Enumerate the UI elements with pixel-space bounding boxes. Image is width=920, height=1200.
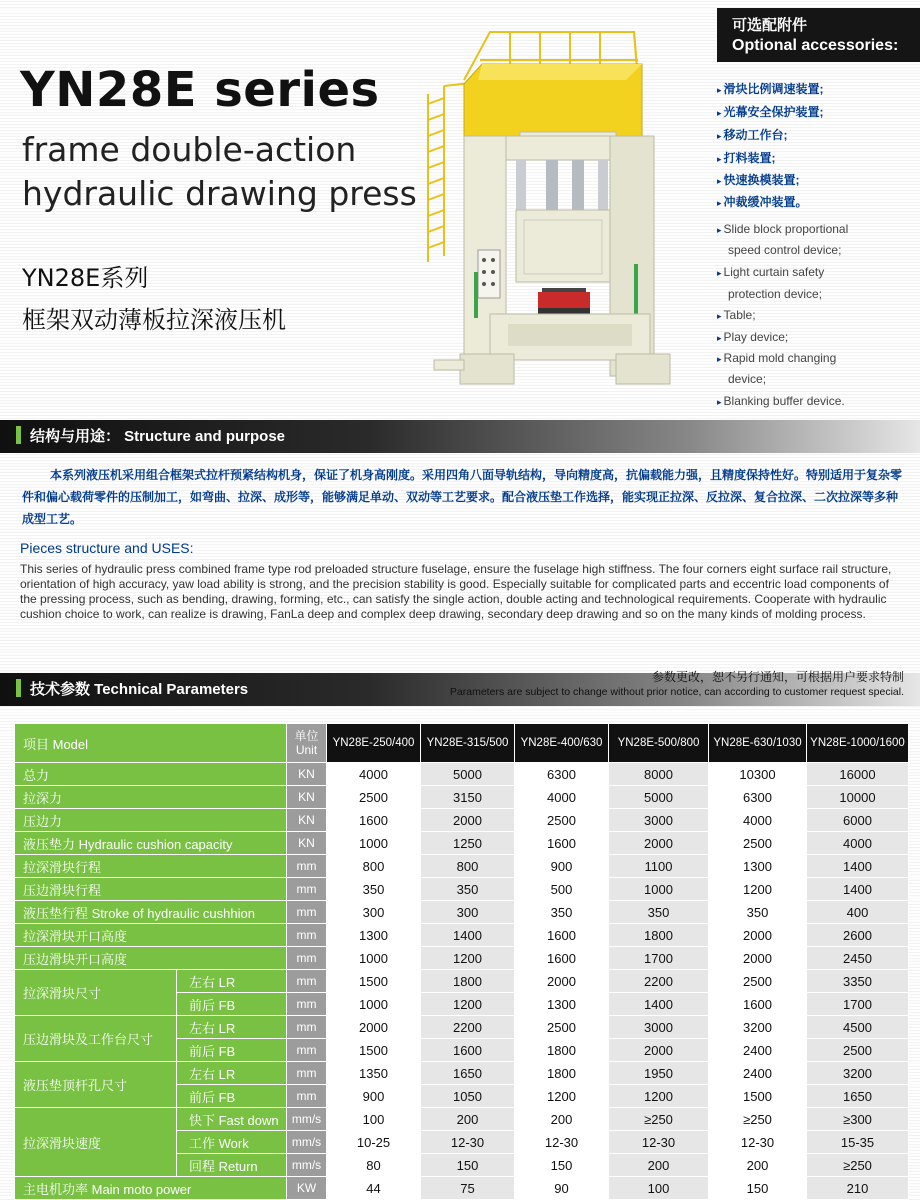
accessory-cn-item: ▸ 冲裁缓冲装置。 bbox=[717, 195, 808, 209]
bullet-icon: ▸ bbox=[717, 311, 722, 321]
table-cell: 2000 bbox=[421, 809, 515, 832]
table-cell: 2200 bbox=[609, 970, 709, 993]
accessory-en-item: ▸ Blanking buffer device. bbox=[717, 394, 845, 408]
bullet-icon: ▸ bbox=[717, 333, 722, 343]
table-cell: 900 bbox=[327, 1085, 421, 1108]
table-cell: 200 bbox=[709, 1154, 807, 1177]
sub-label: 工作 Work bbox=[177, 1131, 287, 1154]
unit-cell: mm bbox=[287, 1085, 327, 1108]
structure-paragraph-cn: 本系列液压机采用组合框架式拉杆预紧结构机身，保证了机身高刚度。采用四角八面导轨结构，导向精度高，抗偏载能力强，且精度保持性好。特别适用于复杂零件和偏心载荷零件的压制加工，如弯曲、拉深、成形等，能够满足单动、双动等工艺要求。配合液压垫工作选择，能实现正拉深、反拉深、复合拉深、二次拉深等多种成型工艺。 bbox=[22, 468, 903, 526]
subtitle-cn-line2: 框架双动薄板拉深液压机 bbox=[22, 306, 286, 334]
table-cell: 1800 bbox=[515, 1039, 609, 1062]
table-row bbox=[15, 786, 909, 809]
model-column-header: YN28E-1000/1600 bbox=[807, 724, 909, 763]
table-cell: 2450 bbox=[807, 947, 909, 970]
unit-cell: mm bbox=[287, 993, 327, 1016]
table-cell: 1700 bbox=[609, 947, 709, 970]
model-column-header: YN28E-630/1030 bbox=[709, 724, 807, 763]
table-cell: 1000 bbox=[609, 878, 709, 901]
table-cell: 1800 bbox=[515, 1062, 609, 1085]
table-cell: 1300 bbox=[709, 855, 807, 878]
table-cell: 100 bbox=[327, 1108, 421, 1131]
table-cell: 350 bbox=[327, 878, 421, 901]
accessories-title-en: Optional accessories: bbox=[732, 37, 899, 54]
accessory-en-item: ▸ Rapid mold changing bbox=[717, 351, 837, 365]
structure-section-label: 结构与用途： Structure and purpose bbox=[16, 420, 285, 453]
table-cell: 350 bbox=[421, 878, 515, 901]
table-cell: 350 bbox=[709, 901, 807, 924]
table-cell: 2200 bbox=[421, 1016, 515, 1039]
table-cell: 200 bbox=[609, 1154, 709, 1177]
table-cell: 1600 bbox=[515, 947, 609, 970]
table-cell: ≥250 bbox=[709, 1108, 807, 1131]
unit-cell: mm/s bbox=[287, 1154, 327, 1177]
accessory-cn-item: ▸ 滑块比例调速装置; bbox=[717, 82, 824, 96]
table-cell: 3200 bbox=[709, 1016, 807, 1039]
unit-cell: mm bbox=[287, 970, 327, 993]
bullet-icon: ▸ bbox=[717, 131, 722, 141]
table-cell: 1200 bbox=[609, 1085, 709, 1108]
accessory-en-item: ▸ Light curtain safety bbox=[717, 265, 825, 279]
accessory-en-item-cont: device; bbox=[728, 372, 767, 386]
table-cell: 1650 bbox=[807, 1085, 909, 1108]
row-label: 压边滑块开口高度 bbox=[15, 947, 287, 970]
unit-cell: mm bbox=[287, 878, 327, 901]
table-cell: 210 bbox=[807, 1177, 909, 1200]
sub-label: 左右 LR bbox=[177, 970, 287, 993]
table-cell: 1300 bbox=[515, 993, 609, 1016]
table-cell: 5000 bbox=[609, 786, 709, 809]
table-cell: 800 bbox=[421, 855, 515, 878]
table-cell: 1200 bbox=[421, 947, 515, 970]
accessory-cn-item: ▸ 打料装置; bbox=[717, 151, 776, 165]
parameters-notice-cn: 参数更改，恕不另行通知，可根据用户要求特制 bbox=[651, 670, 904, 684]
table-cell: 8000 bbox=[609, 763, 709, 786]
table-cell: 350 bbox=[609, 901, 709, 924]
table-cell: 12-30 bbox=[421, 1131, 515, 1154]
accessory-cn-item: ▸ 移动工作台; bbox=[717, 128, 788, 142]
table-cell: 10-25 bbox=[327, 1131, 421, 1154]
table-cell: 4000 bbox=[807, 832, 909, 855]
table-cell: 1300 bbox=[327, 924, 421, 947]
model-column-header: YN28E-315/500 bbox=[421, 724, 515, 763]
model-column-header: YN28E-400/630 bbox=[515, 724, 609, 763]
table-cell: 2000 bbox=[327, 1016, 421, 1039]
table-cell: 1000 bbox=[327, 993, 421, 1016]
table-row bbox=[15, 924, 909, 947]
table-cell: 3200 bbox=[807, 1062, 909, 1085]
group-label: 液压垫顶杆孔尺寸 bbox=[15, 1062, 177, 1108]
table-cell: 100 bbox=[609, 1177, 709, 1200]
sub-label: 前后 FB bbox=[177, 1085, 287, 1108]
table-cell: 1400 bbox=[807, 855, 909, 878]
table-cell: 150 bbox=[709, 1177, 807, 1200]
row-label: 液压垫力 Hydraulic cushion capacity bbox=[15, 832, 287, 855]
sub-label: 左右 LR bbox=[177, 1016, 287, 1039]
slide bbox=[516, 210, 610, 282]
group-label: 压边滑块及工作台尺寸 bbox=[15, 1016, 177, 1062]
unit-cell: mm bbox=[287, 1062, 327, 1085]
table-cell: 150 bbox=[515, 1154, 609, 1177]
accessory-en-item-cont: speed control device; bbox=[728, 243, 842, 257]
unit-cell: mm bbox=[287, 1016, 327, 1039]
bullet-icon: ▸ bbox=[717, 198, 722, 208]
unit-cell: mm bbox=[287, 901, 327, 924]
table-cell: 2000 bbox=[609, 1039, 709, 1062]
table-cell: 4500 bbox=[807, 1016, 909, 1039]
unit-cell: KN bbox=[287, 809, 327, 832]
table-cell: 2500 bbox=[709, 832, 807, 855]
table-row bbox=[15, 855, 909, 878]
table-cell: 1400 bbox=[421, 924, 515, 947]
sub-label: 回程 Return bbox=[177, 1154, 287, 1177]
bullet-icon: ▸ bbox=[717, 397, 722, 407]
table-cell: 1500 bbox=[327, 970, 421, 993]
bullet-icon: ▸ bbox=[717, 108, 722, 118]
table-cell: 10300 bbox=[709, 763, 807, 786]
table-cell: ≥300 bbox=[807, 1108, 909, 1131]
table-cell: ≥250 bbox=[609, 1108, 709, 1131]
table-cell: 2600 bbox=[807, 924, 909, 947]
accessories-title-cn: 可选配附件 bbox=[732, 17, 808, 34]
unit-cell: KN bbox=[287, 786, 327, 809]
table-row bbox=[15, 970, 909, 993]
table-cell: 1800 bbox=[609, 924, 709, 947]
table-cell: 3150 bbox=[421, 786, 515, 809]
table-cell: 2400 bbox=[709, 1039, 807, 1062]
table-cell: 800 bbox=[327, 855, 421, 878]
table-cell: 3350 bbox=[807, 970, 909, 993]
structure-paragraph-en: This series of hydraulic press combined frame type rod preloaded structure fuselage, ensure the fuselage high stiffness. The four corners eight surface rail structure, orientation of high accuracy, yaw load ability is strong, and the precision stability is good. Especially suitable for complicated parts and eccentric load components of the pressing process, such as bending, drawing, forming, etc., can satisfy the single action, double acting and technological requirements. Cooperate with hydraulic cushion choice to work, can realize is drawing, FanLa deep and complex deep drawing, secondary deep drawing and so on the many kinds of molding process. bbox=[20, 562, 892, 621]
table-cell: 4000 bbox=[327, 763, 421, 786]
parameters-notice-en: Parameters are subject to change without prior notice, can according to customer request special. bbox=[449, 686, 904, 698]
subtitle-en-line2: hydraulic drawing press bbox=[22, 174, 417, 213]
accessory-cn-item: ▸ 快速换模装置; bbox=[717, 173, 800, 187]
table-row bbox=[15, 1177, 909, 1200]
unit-cell: KW bbox=[287, 1177, 327, 1200]
row-label: 压边力 bbox=[15, 809, 287, 832]
table-cell: 1700 bbox=[807, 993, 909, 1016]
table-cell: 1200 bbox=[515, 1085, 609, 1108]
table-body bbox=[15, 763, 909, 1200]
table-cell: 400 bbox=[807, 901, 909, 924]
row-label: 主电机功率 Main moto power bbox=[15, 1177, 287, 1200]
accessory-en-item: ▸ Table; bbox=[717, 308, 756, 322]
row-label: 拉深滑块行程 bbox=[15, 855, 287, 878]
unit-cell: mm/s bbox=[287, 1108, 327, 1131]
table-cell: 6300 bbox=[515, 763, 609, 786]
table-cell: 12-30 bbox=[515, 1131, 609, 1154]
table-row bbox=[15, 878, 909, 901]
accessory-en-item: ▸ Slide block proportional bbox=[717, 222, 849, 236]
table-cell: 90 bbox=[515, 1177, 609, 1200]
table-cell: 1000 bbox=[327, 947, 421, 970]
bullet-icon: ▸ bbox=[717, 176, 722, 186]
table-cell: 10000 bbox=[807, 786, 909, 809]
row-label: 压边滑块行程 bbox=[15, 878, 287, 901]
accessory-en-item: ▸ Play device; bbox=[717, 330, 789, 344]
table-cell: 2500 bbox=[515, 809, 609, 832]
bullet-icon: ▸ bbox=[717, 225, 722, 235]
subtitle-en-line1: frame double-action bbox=[22, 130, 357, 169]
table-cell: 1600 bbox=[709, 993, 807, 1016]
table-row bbox=[15, 1016, 909, 1039]
table-cell: 16000 bbox=[807, 763, 909, 786]
table-cell: 1350 bbox=[327, 1062, 421, 1085]
table-cell: 6300 bbox=[709, 786, 807, 809]
series-title: YN28E series bbox=[20, 62, 380, 118]
unit-cell: mm bbox=[287, 855, 327, 878]
table-cell: 5000 bbox=[421, 763, 515, 786]
table-cell: 1400 bbox=[609, 993, 709, 1016]
table-cell: 3000 bbox=[609, 809, 709, 832]
table-cell: 1200 bbox=[709, 878, 807, 901]
bullet-icon: ▸ bbox=[717, 268, 722, 278]
table-cell: 900 bbox=[515, 855, 609, 878]
table-cell: 1800 bbox=[421, 970, 515, 993]
hydraulic-press-image bbox=[420, 24, 720, 396]
table-header-row bbox=[15, 724, 909, 763]
table-cell: 1000 bbox=[327, 832, 421, 855]
table-cell: 1500 bbox=[327, 1039, 421, 1062]
table-cell: 12-30 bbox=[609, 1131, 709, 1154]
table-cell: 1250 bbox=[421, 832, 515, 855]
group-label: 拉深滑块速度 bbox=[15, 1108, 177, 1177]
table-cell: 1650 bbox=[421, 1062, 515, 1085]
table-cell: 1100 bbox=[609, 855, 709, 878]
header-unit: 单位 Unit bbox=[287, 724, 327, 763]
row-label: 拉深力 bbox=[15, 786, 287, 809]
table-cell: 1600 bbox=[515, 832, 609, 855]
table-cell: 350 bbox=[515, 901, 609, 924]
table-cell: 1600 bbox=[327, 809, 421, 832]
table-cell: 15-35 bbox=[807, 1131, 909, 1154]
table-row bbox=[15, 832, 909, 855]
table-cell: 1400 bbox=[807, 878, 909, 901]
model-column-header: YN28E-250/400 bbox=[327, 724, 421, 763]
table-cell: 80 bbox=[327, 1154, 421, 1177]
table-cell: 6000 bbox=[807, 809, 909, 832]
bullet-icon: ▸ bbox=[717, 354, 722, 364]
unit-cell: mm/s bbox=[287, 1131, 327, 1154]
table-cell: ≥250 bbox=[807, 1154, 909, 1177]
table-cell: 2400 bbox=[709, 1062, 807, 1085]
unit-cell: KN bbox=[287, 832, 327, 855]
table-cell: 2000 bbox=[709, 924, 807, 947]
table-cell: 1200 bbox=[421, 993, 515, 1016]
table-cell: 12-30 bbox=[709, 1131, 807, 1154]
table-row bbox=[15, 1062, 909, 1085]
table-row bbox=[15, 1108, 909, 1131]
table-cell: 2500 bbox=[327, 786, 421, 809]
table-cell: 2000 bbox=[709, 947, 807, 970]
unit-cell: mm bbox=[287, 947, 327, 970]
table-cell: 3000 bbox=[609, 1016, 709, 1039]
table-cell: 4000 bbox=[515, 786, 609, 809]
unit-cell: mm bbox=[287, 1039, 327, 1062]
table-cell: 1050 bbox=[421, 1085, 515, 1108]
table-cell: 2000 bbox=[609, 832, 709, 855]
unit-cell: KN bbox=[287, 763, 327, 786]
header-model-label: 项目 Model bbox=[15, 724, 287, 763]
table-cell: 200 bbox=[515, 1108, 609, 1131]
group-label: 拉深滑块尺寸 bbox=[15, 970, 177, 1016]
sub-label: 前后 FB bbox=[177, 993, 287, 1016]
table-cell: 500 bbox=[515, 878, 609, 901]
table-row bbox=[15, 901, 909, 924]
table-cell: 200 bbox=[421, 1108, 515, 1131]
table-cell: 2500 bbox=[807, 1039, 909, 1062]
table-row bbox=[15, 809, 909, 832]
table-cell: 300 bbox=[327, 901, 421, 924]
table-cell: 75 bbox=[421, 1177, 515, 1200]
bullet-icon: ▸ bbox=[717, 154, 722, 164]
table-cell: 2500 bbox=[515, 1016, 609, 1039]
unit-cell: mm bbox=[287, 924, 327, 947]
table-cell: 4000 bbox=[709, 809, 807, 832]
table-row bbox=[15, 947, 909, 970]
table-cell: 1600 bbox=[421, 1039, 515, 1062]
table-cell: 150 bbox=[421, 1154, 515, 1177]
technical-parameters-table bbox=[14, 723, 909, 1200]
table-row bbox=[15, 763, 909, 786]
pieces-heading: Pieces structure and USES: bbox=[20, 540, 194, 556]
model-column-header: YN28E-500/800 bbox=[609, 724, 709, 763]
subtitle-cn-line1: YN28E系列 bbox=[22, 264, 149, 292]
row-label: 总力 bbox=[15, 763, 287, 786]
accessory-cn-item: ▸ 光幕安全保护装置; bbox=[717, 105, 824, 119]
parameters-section-label: 技术参数 Technical Parameters bbox=[16, 673, 248, 706]
table-cell: 1500 bbox=[709, 1085, 807, 1108]
table-cell: 2500 bbox=[709, 970, 807, 993]
row-label: 液压垫行程 Stroke of hydraulic cushhion bbox=[15, 901, 287, 924]
table-cell: 1600 bbox=[515, 924, 609, 947]
bullet-icon: ▸ bbox=[717, 85, 722, 95]
table-cell: 1950 bbox=[609, 1062, 709, 1085]
table-cell: 2000 bbox=[515, 970, 609, 993]
sub-label: 快下 Fast down bbox=[177, 1108, 287, 1131]
row-label: 拉深滑块开口高度 bbox=[15, 924, 287, 947]
accessory-en-item-cont: protection device; bbox=[728, 287, 823, 301]
table-cell: 300 bbox=[421, 901, 515, 924]
sub-label: 前后 FB bbox=[177, 1039, 287, 1062]
sub-label: 左右 LR bbox=[177, 1062, 287, 1085]
table-cell: 44 bbox=[327, 1177, 421, 1200]
